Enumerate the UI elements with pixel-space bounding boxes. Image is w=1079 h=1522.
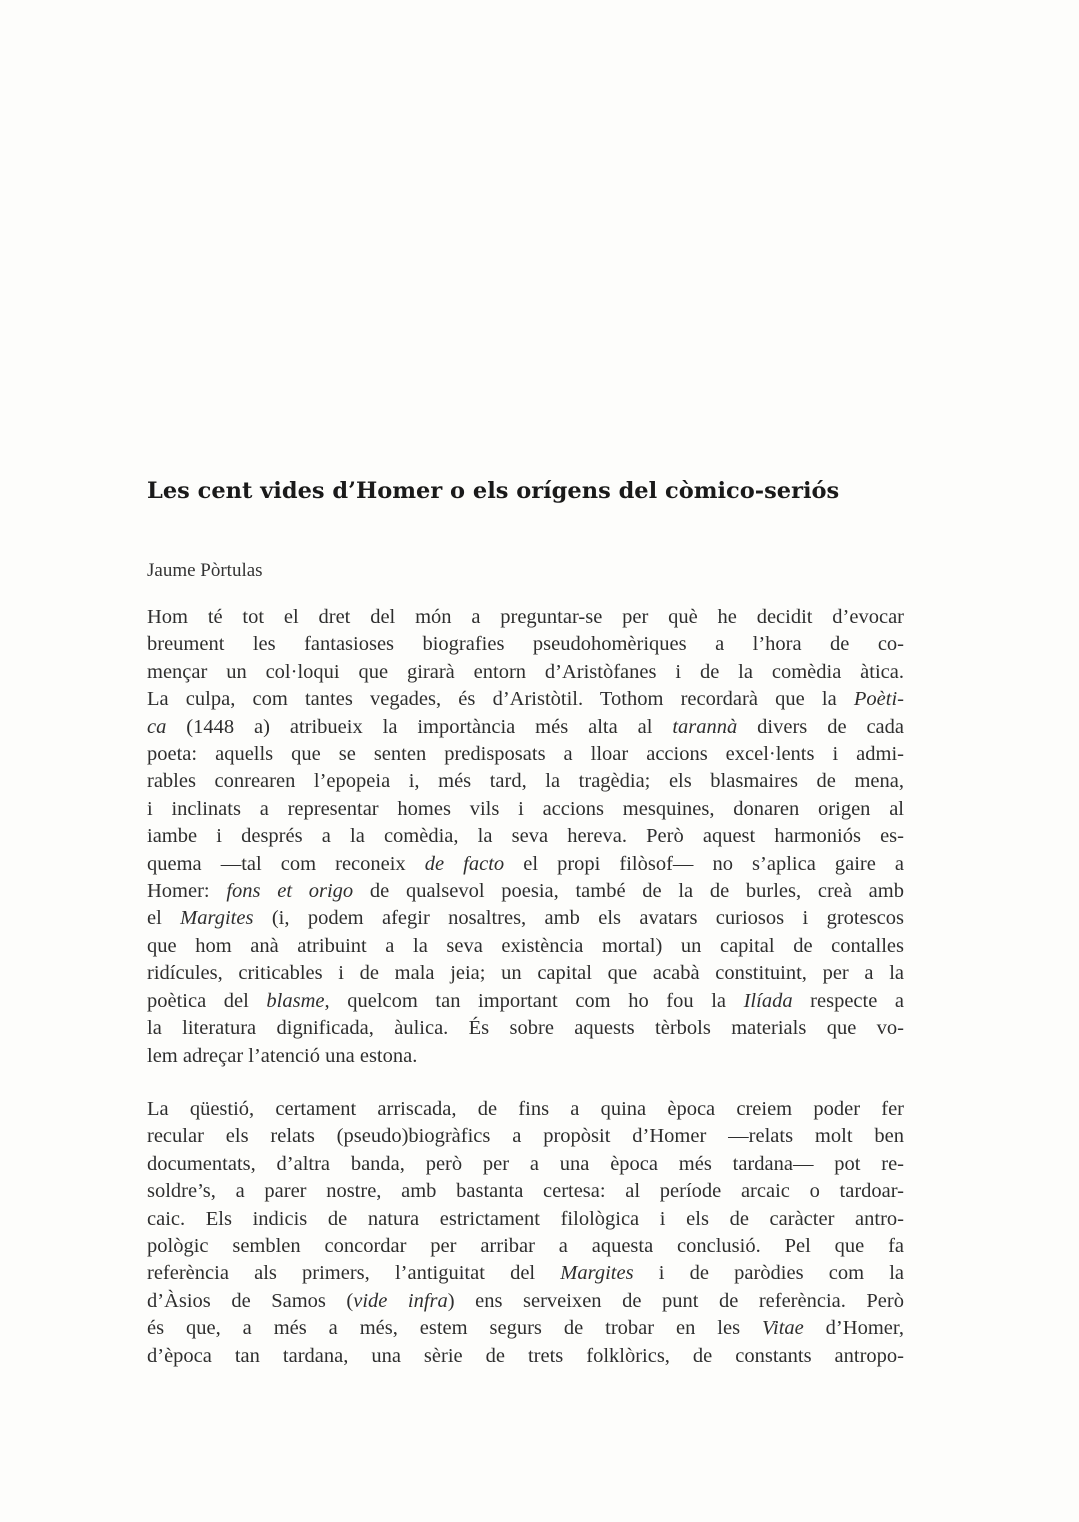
- text-line: [147, 823, 904, 850]
- italic-run: tarannà: [672, 715, 738, 738]
- text-line: [147, 1343, 904, 1370]
- text-line: [147, 686, 904, 713]
- text-line: [147, 1151, 904, 1178]
- text-run: rables conrearen l’epopeia i, més tard, la tragèdia; els blasmaires de mena,: [147, 770, 904, 793]
- text-run: poètica del: [147, 989, 267, 1012]
- text-run: recular els relats (pseudo)biogràfics a propòsit d’Homer —relats molt ben: [147, 1125, 904, 1148]
- text-run: , quelcom tan important com ho fou la: [324, 989, 744, 1012]
- text-run: iambe i després a la comèdia, la seva hereva. Però aquest harmoniós es-: [147, 825, 904, 848]
- text-run: (i, podem afegir nosaltres, amb els avatars curiosos i grotescos: [253, 907, 904, 930]
- text-run: poeta: aquells que se senten predisposats a lloar accions excel·lents i admi-: [147, 743, 904, 766]
- text-run: de qualsevol poesia, també de la de burles, creà amb: [353, 880, 904, 903]
- text-line: [147, 905, 904, 932]
- text-line: [147, 1043, 904, 1070]
- text-run: és que, a més a més, estem segurs de trobar en les: [147, 1317, 762, 1340]
- text-run: mençar un col·loqui que girarà entorn d’Aristòfanes i de la comèdia àtica.: [147, 660, 904, 683]
- text-run: La qüestió, certament arriscada, de fins a quina època creiem poder fer: [147, 1098, 904, 1120]
- italic-run: Poèti-: [853, 688, 904, 711]
- text-line: [147, 1015, 904, 1042]
- text-run: soldre’s, a parer nostre, amb bastanta certesa: al període arcaic o tardoar-: [147, 1180, 904, 1203]
- text-line: [147, 1315, 904, 1342]
- text-run: breument les fantasioses biografies pseudohomèriques a l’hora de co-: [147, 633, 904, 656]
- italic-run: Margites: [180, 907, 254, 930]
- text-run: el: [147, 907, 181, 930]
- text-run: i de paròdies com la: [633, 1262, 904, 1285]
- italic-run: Margites: [560, 1262, 634, 1285]
- text-run: que hom anà atribuint a la seva existència mortal) un capital de contalles: [147, 934, 904, 957]
- text-line: [147, 631, 904, 658]
- text-line: [147, 1178, 904, 1205]
- text-line: [147, 604, 904, 631]
- text-line: [147, 1123, 904, 1150]
- text-line: [147, 933, 904, 960]
- text-run: pològic semblen concordar per arribar a aquesta conclusió. Pel que fa: [147, 1235, 904, 1258]
- text-line: [147, 1288, 904, 1315]
- italic-run: ca: [147, 715, 167, 738]
- italic-run: vide infra: [353, 1289, 448, 1312]
- text-run: caic. Els indicis de natura estrictament filològica i els de caràcter antro-: [147, 1207, 904, 1230]
- text-run: d’època tan tardana, una sèrie de trets folklòrics, de constants antropo-: [147, 1344, 904, 1367]
- article-title: Les cent vides d’Homer o els orígens del còmico-seriós: [147, 478, 840, 504]
- text-run: documentats, d’altra banda, però per a una època més tardana— pot re-: [147, 1152, 904, 1175]
- text-run: d’Homer,: [803, 1317, 904, 1340]
- text-line: [147, 1206, 904, 1233]
- text-line: [147, 1096, 904, 1123]
- italic-run: de facto: [424, 852, 505, 875]
- italic-run: Vitae: [762, 1317, 804, 1340]
- text-line: [147, 960, 904, 987]
- text-run: la literatura dignificada, àulica. És sobre aquests tèrbols materials que vo-: [147, 1017, 904, 1040]
- text-line: [147, 714, 904, 741]
- text-line: [147, 1233, 904, 1260]
- italic-run: fons et origo: [226, 880, 354, 903]
- text-run: ridícules, criticables i de mala jeia; un capital que acabà constituint, per a la: [147, 962, 904, 985]
- text-line: [147, 1260, 904, 1287]
- text-run: referència als primers, l’antiguitat del: [147, 1262, 561, 1285]
- text-run: Hom té tot el dret del món a preguntar-se per què he decidit d’evocar: [147, 606, 904, 628]
- text-line: [147, 741, 904, 768]
- text-run: lem adreçar l’atenció una estona.: [147, 1044, 418, 1067]
- text-line: [147, 851, 904, 878]
- body-paragraph-1: [147, 604, 904, 1070]
- body-paragraph-2: [147, 1096, 904, 1370]
- text-line: [147, 988, 904, 1015]
- text-line: [147, 768, 904, 795]
- text-run: respecte a: [792, 989, 905, 1012]
- text-line: [147, 659, 904, 686]
- text-run: i inclinats a representar homes vils i accions mesquines, donaren origen al: [147, 797, 904, 820]
- text-run: La culpa, com tantes vegades, és d’Aristòtil. Tothom recordarà que la: [147, 688, 854, 711]
- text-run: el propi filòsof— no s’aplica gaire a: [504, 852, 904, 875]
- text-run: quema —tal com reconeix: [147, 852, 425, 875]
- text-run: (1448 a) atribueix la importància més alta al: [166, 715, 673, 738]
- text-line: [147, 796, 904, 823]
- text-run: ) ens serveixen de punt de referència. Però: [447, 1289, 904, 1312]
- text-run: d’Àsios de Samos (: [147, 1289, 354, 1312]
- article-author: Jaume Pòrtulas: [147, 560, 263, 581]
- text-line: [147, 878, 904, 905]
- italic-run: blasme: [266, 989, 325, 1012]
- italic-run: Ilíada: [743, 989, 793, 1012]
- text-run: divers de cada: [737, 715, 905, 738]
- text-run: Homer:: [147, 880, 227, 903]
